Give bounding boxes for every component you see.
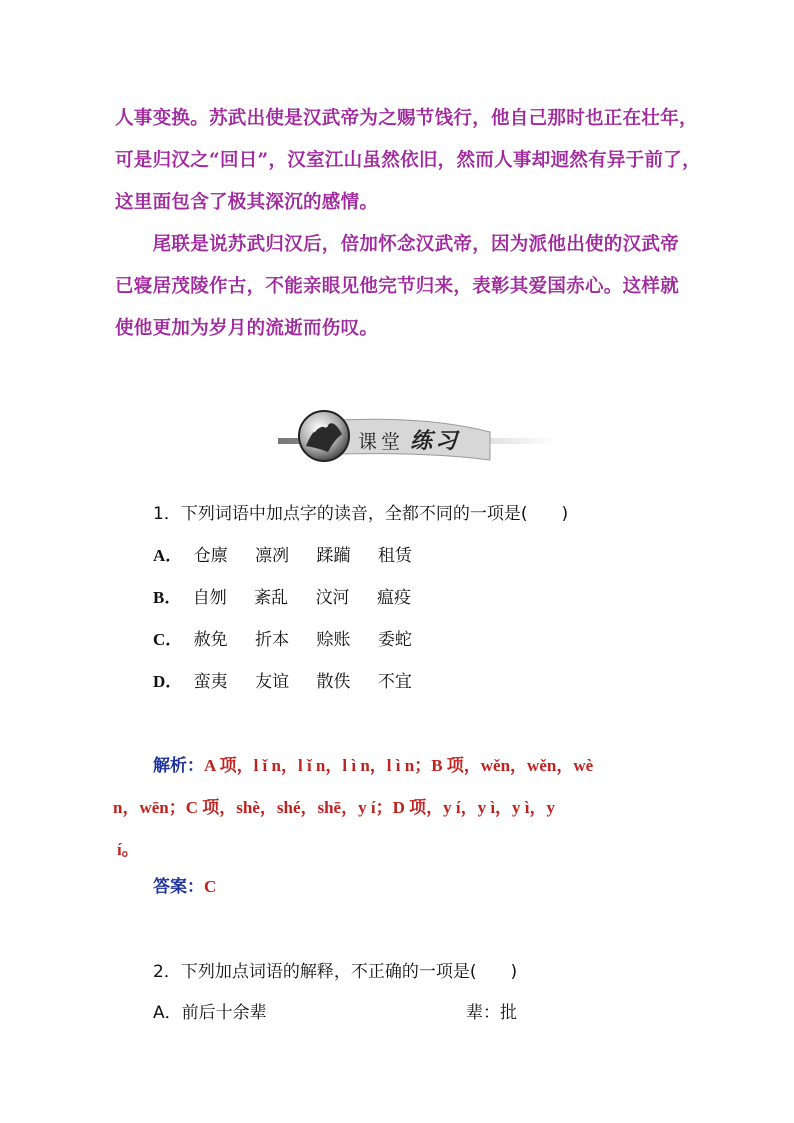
question-2-stem: 2．下列加点词语的解释，不正确的一项是( ) xyxy=(153,962,518,982)
option-word: 友谊 xyxy=(255,672,290,692)
banner-title xyxy=(358,424,460,455)
option-word: 紊乱 xyxy=(254,588,289,608)
passage-line: 使他更加为岁月的流逝而伤叹。 xyxy=(115,318,379,339)
option-word: 凛冽 xyxy=(255,546,290,566)
option-word: 蹂躏 xyxy=(316,546,351,566)
question-1-option-b xyxy=(153,583,433,608)
banner-title-ketang: 课堂 xyxy=(358,431,405,453)
question-1-stem: 1．下列词语中加点字的读音，全都不同的一项是( ) xyxy=(153,504,569,524)
option-word: 瘟疫 xyxy=(376,588,411,608)
option-word: 赦免 xyxy=(193,630,228,650)
passage-line: 尾联是说苏武归汉后，倍加怀念汉武帝，因为派他出使的汉武帝 xyxy=(115,234,680,255)
answer-label: 答案： xyxy=(153,877,204,896)
question-1-option-a xyxy=(153,541,434,566)
option-word: 租赁 xyxy=(377,546,412,566)
option-word: 仓廪 xyxy=(193,546,228,566)
option-letter: D． xyxy=(153,672,183,691)
option-text: A．前后十余辈 xyxy=(153,1003,267,1023)
answer-value: C xyxy=(204,877,217,896)
analysis-line: n，wēn；C 项，shè，shé，shē，y í；D 项，y í，y ì，y ì，y xyxy=(113,798,556,817)
banner-title-lianxi: 练习 xyxy=(410,428,461,454)
option-word: 委蛇 xyxy=(377,630,412,650)
question-1-answer xyxy=(153,872,216,897)
option-word: 不宜 xyxy=(377,672,412,692)
passage-line: 已寝居茂陵作古，不能亲眼见他完节归来，表彰其爱国赤心。这样就 xyxy=(115,276,680,297)
passage-line: 可是归汉之“回日”，汉室江山虽然依旧，然而人事却迥然有异于前了， xyxy=(115,150,701,171)
analysis-line xyxy=(153,751,593,776)
option-word: 折本 xyxy=(255,630,290,650)
option-letter: C． xyxy=(153,630,183,649)
option-letter: A． xyxy=(153,546,183,565)
option-word: 赊账 xyxy=(316,630,351,650)
option-word: 自刎 xyxy=(192,588,227,608)
analysis-label: 解析： xyxy=(153,756,204,775)
question-1-option-d xyxy=(153,667,434,692)
analysis-text: A 项，l ǐ n，l ǐ n，l ì n，l ì n；B 项，wěn，wěn，wè xyxy=(204,756,594,775)
option-word: 汶河 xyxy=(315,588,350,608)
passage-line: 这里面包含了极其深沉的感情。 xyxy=(115,192,379,213)
section-banner xyxy=(268,402,558,466)
option-word: 散佚 xyxy=(316,672,351,692)
option-letter: B． xyxy=(153,588,182,607)
question-2-option-a-gloss: 辈：批 xyxy=(466,1003,517,1023)
analysis-line: í。 xyxy=(117,840,139,859)
question-1-option-c xyxy=(153,625,434,650)
option-word: 蛮夷 xyxy=(193,672,228,692)
passage-line: 人事变换。苏武出使是汉武帝为之赐节饯行，他自己那时也正在壮年， xyxy=(115,108,698,129)
